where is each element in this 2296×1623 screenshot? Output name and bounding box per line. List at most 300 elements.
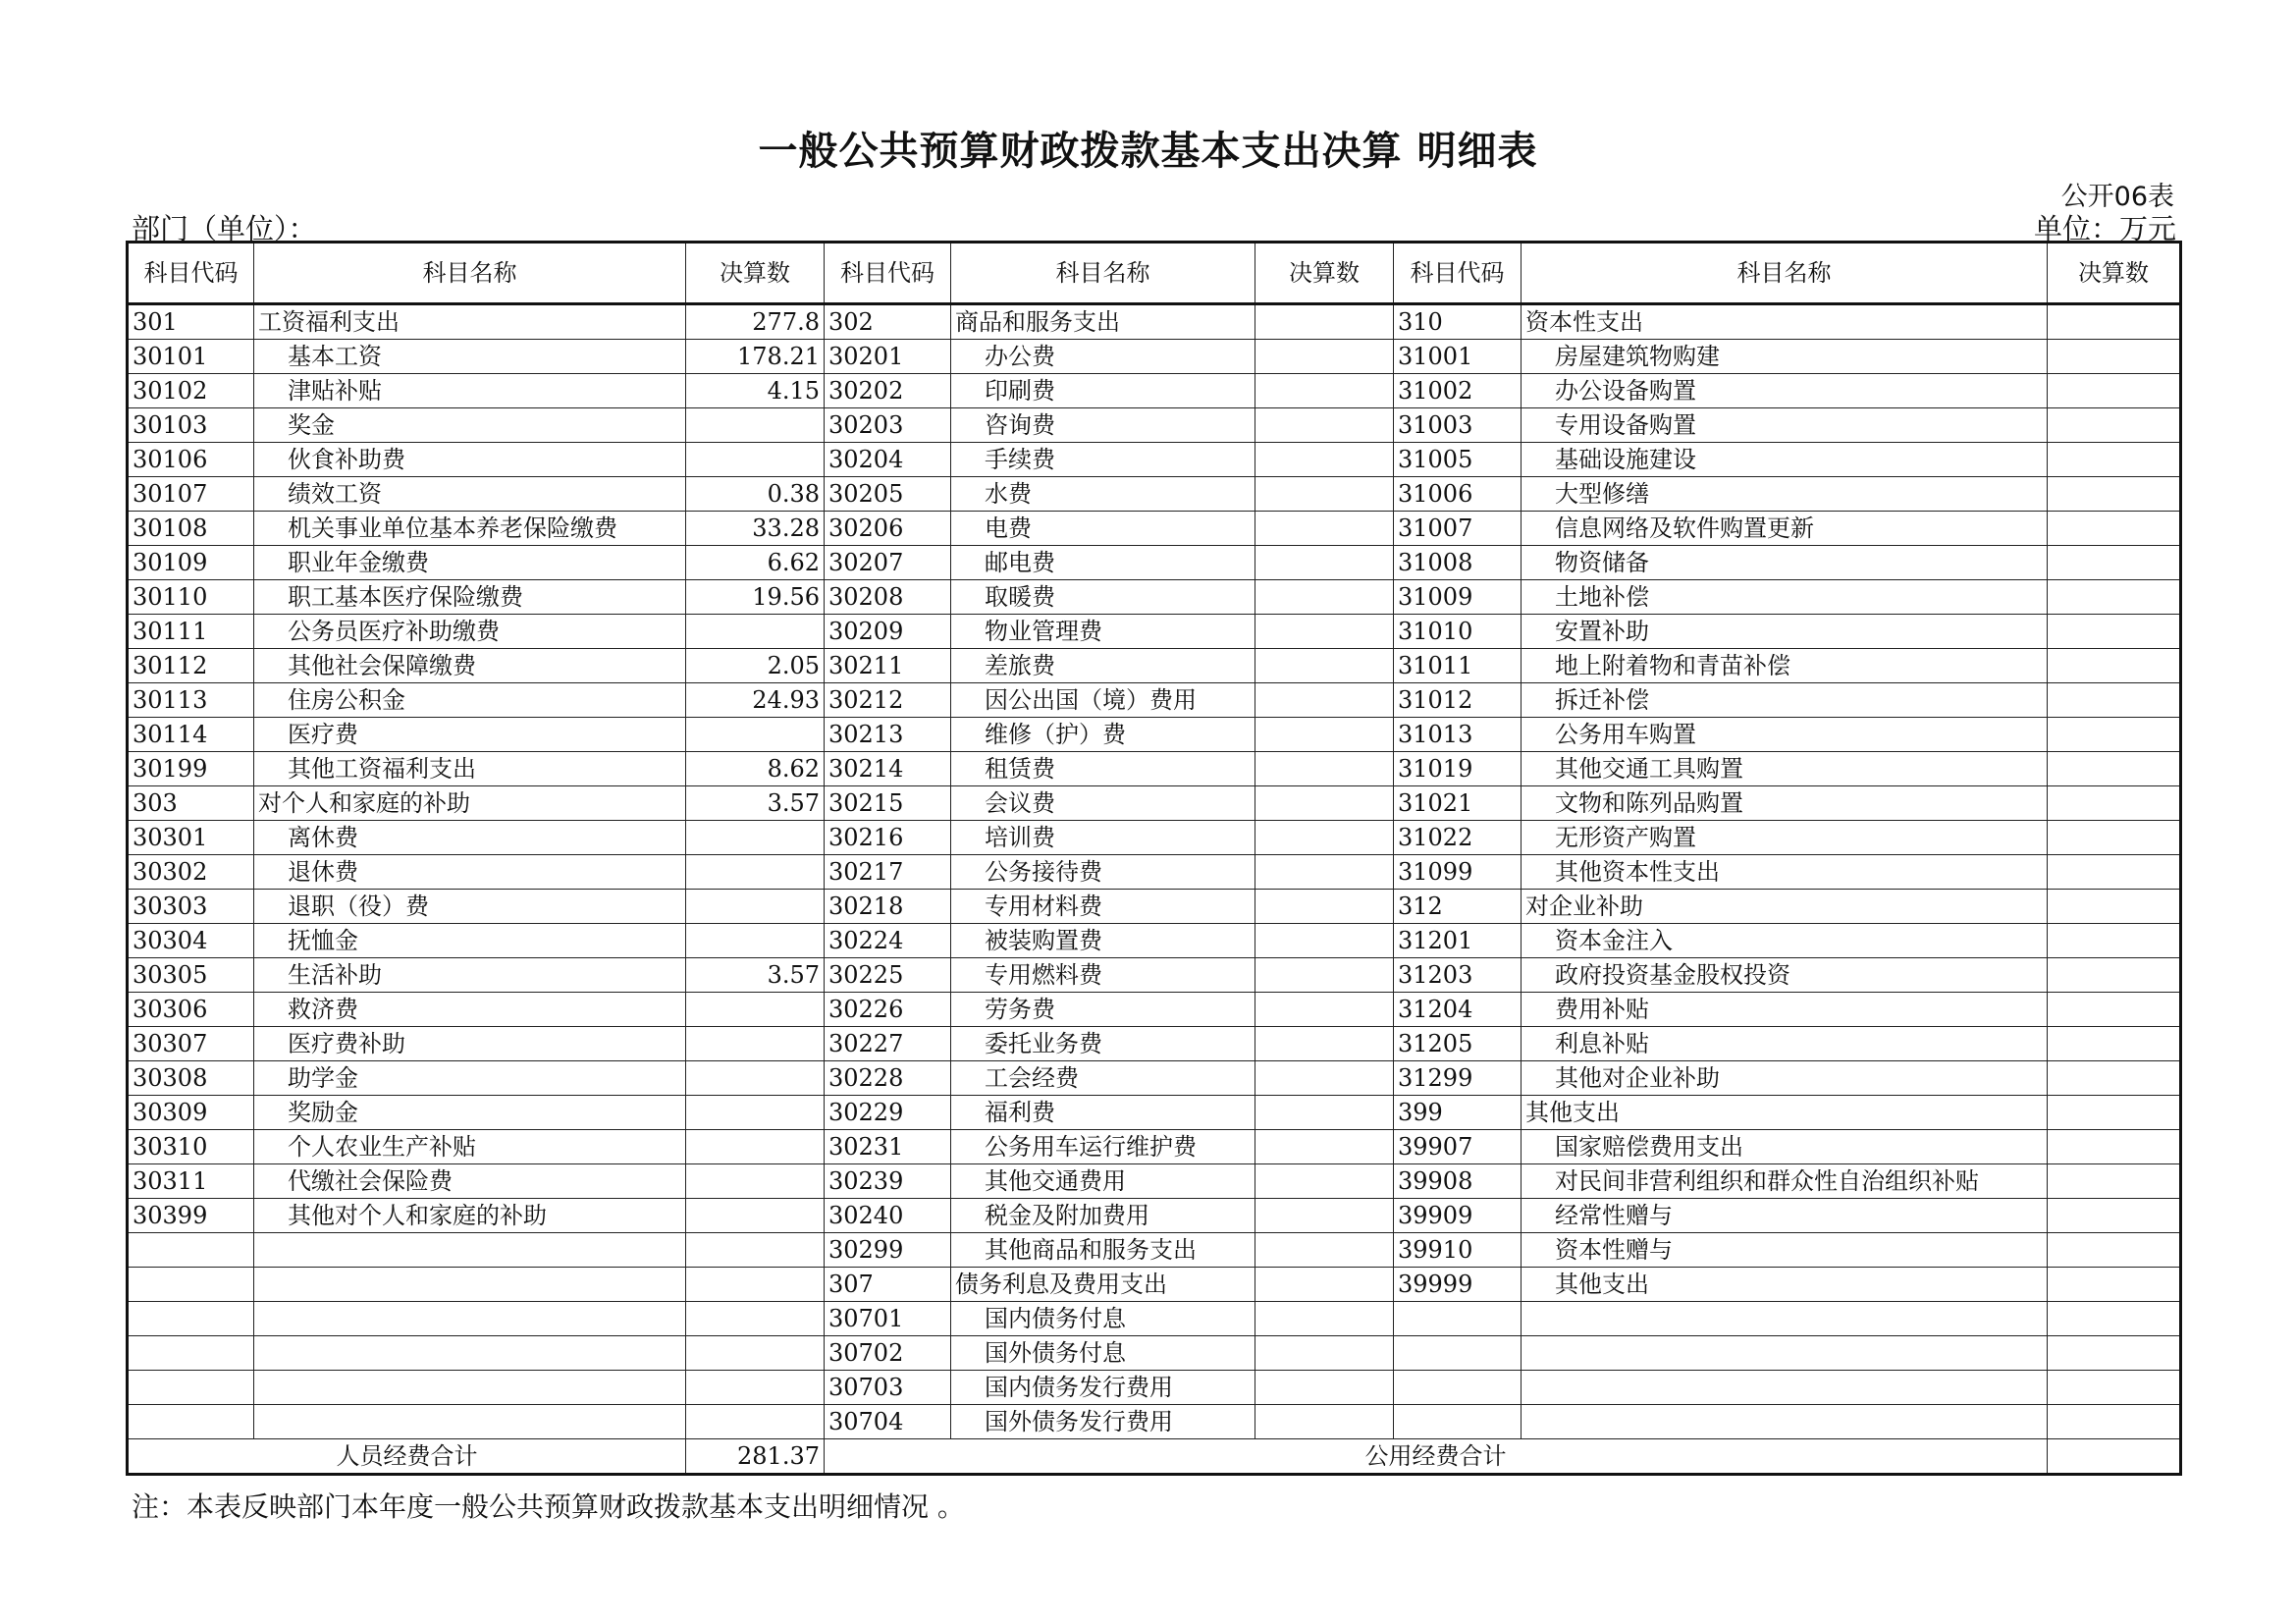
subject-code-cell: 30101 [128,340,254,374]
amount-cell [1255,1233,1394,1268]
public-total-label: 公用经费合计 [825,1439,2048,1475]
subject-name-cell: 专用设备购置 [1522,408,2048,443]
subject-code-cell: 30103 [128,408,254,443]
subject-code-cell: 30112 [128,649,254,683]
amount-cell [1255,580,1394,615]
subject-name-cell: 对民间非营利组织和群众性自治组织补贴 [1522,1164,2048,1199]
subject-code-cell: 30701 [825,1302,951,1336]
amount-cell [2048,546,2181,580]
subject-name-cell: 资本性支出 [1522,304,2048,340]
table-row [128,786,2181,821]
subject-code-cell: 303 [128,786,254,821]
table-row [128,718,2181,752]
subject-name-cell: 奖金 [254,408,686,443]
amount-cell [686,1302,825,1336]
amount-cell [2048,1336,2181,1371]
subject-name-cell: 利息补贴 [1522,1027,2048,1061]
subject-code-cell: 30216 [825,821,951,855]
amount-cell [686,993,825,1027]
subject-code-cell: 39999 [1394,1268,1522,1302]
subject-code-cell: 30203 [825,408,951,443]
amount-cell: 178.21 [686,340,825,374]
subject-code-cell: 399 [1394,1096,1522,1130]
subject-name-cell [254,1336,686,1371]
subject-name-cell: 拆迁补偿 [1522,683,2048,718]
table-row [128,1199,2181,1233]
subject-name-cell: 地上附着物和青苗补偿 [1522,649,2048,683]
amount-cell [1255,340,1394,374]
header-code-1: 科目代码 [128,243,254,304]
subject-name-cell: 对个人和家庭的补助 [254,786,686,821]
amount-cell: 3.57 [686,786,825,821]
amount-cell [2048,1027,2181,1061]
subject-code-cell: 30229 [825,1096,951,1130]
subject-code-cell: 31205 [1394,1027,1522,1061]
subject-code-cell: 30207 [825,546,951,580]
subject-name-cell: 国家赔偿费用支出 [1522,1130,2048,1164]
subject-code-cell: 30206 [825,512,951,546]
subject-name-cell [254,1371,686,1405]
subject-code-cell: 30225 [825,958,951,993]
subject-name-cell: 商品和服务支出 [951,304,1255,340]
subject-name-cell [254,1233,686,1268]
subject-name-cell: 因公出国（境）费用 [951,683,1255,718]
subject-name-cell: 其他交通工具购置 [1522,752,2048,786]
subject-name-cell: 抚恤金 [254,924,686,958]
subject-code-cell: 30110 [128,580,254,615]
subject-name-cell: 房屋建筑物购建 [1522,340,2048,374]
amount-cell [1255,615,1394,649]
table-row [128,1233,2181,1268]
table-row [128,1096,2181,1130]
table-row [128,477,2181,512]
subject-name-cell: 文物和陈列品购置 [1522,786,2048,821]
subject-name-cell: 福利费 [951,1096,1255,1130]
amount-cell [2048,615,2181,649]
table-row [128,374,2181,408]
subject-code-cell: 30702 [825,1336,951,1371]
subject-name-cell: 公务接待费 [951,855,1255,890]
subject-name-cell [1522,1302,2048,1336]
subject-code-cell: 30202 [825,374,951,408]
amount-cell [1255,1302,1394,1336]
subject-code-cell: 31011 [1394,649,1522,683]
subject-code-cell: 30308 [128,1061,254,1096]
subject-code-cell: 30224 [825,924,951,958]
subject-name-cell: 个人农业生产补贴 [254,1130,686,1164]
subject-name-cell: 救济费 [254,993,686,1027]
subject-code-cell: 39907 [1394,1130,1522,1164]
table-row [128,855,2181,890]
amount-cell [686,1336,825,1371]
subject-code-cell: 30214 [825,752,951,786]
amount-cell: 0.38 [686,477,825,512]
subject-name-cell: 伙食补助费 [254,443,686,477]
subject-name-cell: 工会经费 [951,1061,1255,1096]
subject-name-cell: 差旅费 [951,649,1255,683]
table-row [128,1371,2181,1405]
page-title: 一般公共预算财政拨款基本支出决算 明细表 [758,129,1538,174]
subject-code-cell: 31204 [1394,993,1522,1027]
amount-cell [2048,374,2181,408]
amount-cell [1255,890,1394,924]
table-row [128,752,2181,786]
subject-code-cell: 30213 [825,718,951,752]
subject-code-cell: 30306 [128,993,254,1027]
subject-name-cell: 机关事业单位基本养老保险缴费 [254,512,686,546]
subject-name-cell: 办公费 [951,340,1255,374]
subject-name-cell: 专用燃料费 [951,958,1255,993]
amount-cell [2048,958,2181,993]
department-label: 部门（单位）： [132,212,317,245]
subject-code-cell: 30218 [825,890,951,924]
subject-name-cell: 助学金 [254,1061,686,1096]
subject-name-cell: 住房公积金 [254,683,686,718]
table-row [128,340,2181,374]
subject-name-cell: 信息网络及软件购置更新 [1522,512,2048,546]
subject-name-cell: 税金及附加费用 [951,1199,1255,1233]
amount-cell: 3.57 [686,958,825,993]
subject-code-cell: 31007 [1394,512,1522,546]
amount-cell [1255,408,1394,443]
subject-code-cell: 312 [1394,890,1522,924]
amount-cell [1255,855,1394,890]
subject-name-cell: 退职（役）费 [254,890,686,924]
table-row [128,615,2181,649]
amount-cell [686,1061,825,1096]
amount-cell [2048,890,2181,924]
subject-code-cell [128,1302,254,1336]
amount-cell [686,1199,825,1233]
subject-name-cell: 会议费 [951,786,1255,821]
table-row [128,1061,2181,1096]
subject-code-cell: 31021 [1394,786,1522,821]
subject-name-cell: 其他商品和服务支出 [951,1233,1255,1268]
amount-cell [686,408,825,443]
expenditure-table [126,241,2182,1476]
amount-cell [686,615,825,649]
amount-cell [1255,443,1394,477]
subject-code-cell: 30302 [128,855,254,890]
subject-code-cell: 30307 [128,1027,254,1061]
subject-name-cell: 土地补偿 [1522,580,2048,615]
table-row [128,1130,2181,1164]
subject-name-cell: 其他对个人和家庭的补助 [254,1199,686,1233]
subject-code-cell [1394,1405,1522,1439]
subject-name-cell: 经常性赠与 [1522,1199,2048,1233]
subject-name-cell: 绩效工资 [254,477,686,512]
subject-code-cell: 30108 [128,512,254,546]
subject-name-cell: 培训费 [951,821,1255,855]
table-row [128,821,2181,855]
subject-name-cell: 基本工资 [254,340,686,374]
subject-code-cell: 31299 [1394,1061,1522,1096]
amount-cell [1255,649,1394,683]
subject-code-cell [128,1268,254,1302]
amount-cell [686,718,825,752]
subject-code-cell: 30231 [825,1130,951,1164]
subject-code-cell: 30703 [825,1371,951,1405]
amount-cell [686,1405,825,1439]
subject-name-cell: 对企业补助 [1522,890,2048,924]
amount-cell [1255,374,1394,408]
subject-code-cell: 30304 [128,924,254,958]
subject-name-cell: 其他支出 [1522,1096,2048,1130]
header-name-3: 科目名称 [1522,243,2048,304]
subject-code-cell: 30107 [128,477,254,512]
amount-cell [686,1371,825,1405]
subject-name-cell: 国外债务发行费用 [951,1405,1255,1439]
subject-name-cell: 工资福利支出 [254,304,686,340]
subject-name-cell: 水费 [951,477,1255,512]
amount-cell [1255,752,1394,786]
amount-cell [2048,1233,2181,1268]
subject-code-cell: 30299 [825,1233,951,1268]
subject-code-cell [128,1371,254,1405]
subject-name-cell: 奖励金 [254,1096,686,1130]
subject-code-cell: 30305 [128,958,254,993]
subject-name-cell: 医疗费补助 [254,1027,686,1061]
table-row [128,993,2181,1027]
header-code-3: 科目代码 [1394,243,1522,304]
table-row [128,683,2181,718]
subject-code-cell: 30704 [825,1405,951,1439]
amount-cell [686,443,825,477]
subject-code-cell: 30311 [128,1164,254,1199]
subject-name-cell: 津贴补贴 [254,374,686,408]
subject-name-cell: 无形资产购置 [1522,821,2048,855]
subject-name-cell: 债务利息及费用支出 [951,1268,1255,1302]
table-row [128,1164,2181,1199]
table-row [128,1336,2181,1371]
subject-code-cell: 39910 [1394,1233,1522,1268]
subject-code-cell: 30310 [128,1130,254,1164]
amount-cell [1255,683,1394,718]
amount-cell: 4.15 [686,374,825,408]
table-row [128,1027,2181,1061]
subject-name-cell: 办公设备购置 [1522,374,2048,408]
subject-name-cell [1522,1336,2048,1371]
amount-cell: 2.05 [686,649,825,683]
subject-code-cell: 307 [825,1268,951,1302]
amount-cell [1255,786,1394,821]
amount-cell [1255,512,1394,546]
subject-name-cell [1522,1371,2048,1405]
amount-cell [1255,1199,1394,1233]
amount-cell [1255,1164,1394,1199]
amount-cell: 24.93 [686,683,825,718]
subject-name-cell: 国内债务发行费用 [951,1371,1255,1405]
amount-cell [2048,512,2181,546]
amount-cell [2048,821,2181,855]
subject-code-cell: 30113 [128,683,254,718]
table-row [128,958,2181,993]
amount-cell [1255,1061,1394,1096]
amount-cell [686,821,825,855]
subject-code-cell: 301 [128,304,254,340]
amount-cell [686,1096,825,1130]
table-row [128,512,2181,546]
subject-name-cell [254,1302,686,1336]
amount-cell [2048,1130,2181,1164]
subject-name-cell: 其他支出 [1522,1268,2048,1302]
subject-code-cell: 30303 [128,890,254,924]
amount-cell [686,1233,825,1268]
subject-name-cell: 公务员医疗补助缴费 [254,615,686,649]
subject-name-cell: 生活补助 [254,958,686,993]
subject-code-cell: 30226 [825,993,951,1027]
subject-name-cell: 其他社会保障缴费 [254,649,686,683]
subject-code-cell: 31012 [1394,683,1522,718]
personnel-total-value: 281.37 [686,1439,825,1475]
subject-code-cell: 30199 [128,752,254,786]
amount-cell [2048,1199,2181,1233]
subject-name-cell: 退休费 [254,855,686,890]
subject-code-cell: 30240 [825,1199,951,1233]
subject-code-cell: 30109 [128,546,254,580]
amount-cell [1255,1130,1394,1164]
subject-name-cell: 委托业务费 [951,1027,1255,1061]
subject-code-cell [128,1336,254,1371]
footnote: 注：本表反映部门本年度一般公共预算财政拨款基本支出明细情况 。 [132,1490,965,1523]
amount-cell [686,855,825,890]
subject-name-cell: 邮电费 [951,546,1255,580]
subject-code-cell: 30309 [128,1096,254,1130]
subject-code-cell: 30102 [128,374,254,408]
subject-name-cell: 代缴社会保险费 [254,1164,686,1199]
amount-cell [2048,1164,2181,1199]
subject-name-cell: 其他交通费用 [951,1164,1255,1199]
subject-name-cell: 其他工资福利支出 [254,752,686,786]
amount-cell [2048,1405,2181,1439]
amount-cell: 33.28 [686,512,825,546]
amount-cell [1255,1027,1394,1061]
amount-cell [1255,821,1394,855]
subject-name-cell: 物业管理费 [951,615,1255,649]
subject-name-cell: 政府投资基金股权投资 [1522,958,2048,993]
subject-code-cell: 39909 [1394,1199,1522,1233]
subject-name-cell: 劳务费 [951,993,1255,1027]
table-row [128,1302,2181,1336]
subject-name-cell: 公务用车购置 [1522,718,2048,752]
subject-name-cell: 资本金注入 [1522,924,2048,958]
subject-name-cell [1522,1405,2048,1439]
amount-cell: 19.56 [686,580,825,615]
amount-cell [1255,1336,1394,1371]
amount-cell [686,1164,825,1199]
personnel-total-label: 人员经费合计 [128,1439,686,1475]
subject-name-cell: 电费 [951,512,1255,546]
amount-cell [2048,1096,2181,1130]
table-row [128,924,2181,958]
totals-row [128,1439,2181,1475]
table-row [128,890,2181,924]
amount-cell [2048,443,2181,477]
subject-code-cell: 30212 [825,683,951,718]
subject-code-cell: 30204 [825,443,951,477]
amount-cell [1255,993,1394,1027]
table-row [128,304,2181,340]
amount-cell [2048,1302,2181,1336]
table-row [128,546,2181,580]
amount-cell [2048,1371,2181,1405]
subject-code-cell: 31005 [1394,443,1522,477]
subject-code-cell: 31019 [1394,752,1522,786]
subject-name-cell: 咨询费 [951,408,1255,443]
subject-name-cell: 资本性赠与 [1522,1233,2048,1268]
subject-code-cell [1394,1302,1522,1336]
amount-cell [2048,1061,2181,1096]
subject-name-cell: 取暖费 [951,580,1255,615]
amount-cell [2048,718,2181,752]
subject-name-cell: 公务用车运行维护费 [951,1130,1255,1164]
amount-cell [1255,1405,1394,1439]
subject-name-cell: 被装购置费 [951,924,1255,958]
subject-name-cell [254,1405,686,1439]
subject-name-cell: 职工基本医疗保险缴费 [254,580,686,615]
amount-cell [2048,340,2181,374]
subject-code-cell: 30111 [128,615,254,649]
amount-cell [686,890,825,924]
amount-cell [2048,649,2181,683]
subject-name-cell: 大型修缮 [1522,477,2048,512]
subject-code-cell: 30239 [825,1164,951,1199]
amount-cell [2048,477,2181,512]
subject-code-cell: 31006 [1394,477,1522,512]
subject-code-cell: 31002 [1394,374,1522,408]
amount-cell [686,924,825,958]
subject-code-cell: 30205 [825,477,951,512]
amount-cell [1255,718,1394,752]
subject-code-cell: 31099 [1394,855,1522,890]
amount-cell [2048,993,2181,1027]
form-number: 公开06表 [2060,182,2174,212]
amount-cell: 8.62 [686,752,825,786]
amount-cell [686,1027,825,1061]
amount-cell [1255,958,1394,993]
table-body [128,304,2181,1439]
subject-name-cell: 基础设施建设 [1522,443,2048,477]
amount-cell [2048,683,2181,718]
subject-code-cell: 30211 [825,649,951,683]
subject-name-cell: 离休费 [254,821,686,855]
amount-cell [686,1268,825,1302]
amount-cell [2048,924,2181,958]
header-name-1: 科目名称 [254,243,686,304]
subject-name-cell: 国外债务付息 [951,1336,1255,1371]
subject-name-cell: 其他资本性支出 [1522,855,2048,890]
subject-name-cell: 国内债务付息 [951,1302,1255,1336]
table-row [128,408,2181,443]
header-code-2: 科目代码 [825,243,951,304]
subject-name-cell [254,1268,686,1302]
amount-cell: 277.8 [686,304,825,340]
subject-code-cell: 31003 [1394,408,1522,443]
header-amount-3: 决算数 [2048,243,2181,304]
subject-code-cell: 30201 [825,340,951,374]
subject-name-cell: 租赁费 [951,752,1255,786]
subject-code-cell: 31203 [1394,958,1522,993]
table-row [128,580,2181,615]
amount-cell [2048,580,2181,615]
subject-code-cell: 39908 [1394,1164,1522,1199]
table-row [128,649,2181,683]
subject-code-cell [128,1405,254,1439]
subject-code-cell: 30301 [128,821,254,855]
amount-cell [2048,752,2181,786]
amount-cell [1255,924,1394,958]
subject-name-cell: 其他对企业补助 [1522,1061,2048,1096]
